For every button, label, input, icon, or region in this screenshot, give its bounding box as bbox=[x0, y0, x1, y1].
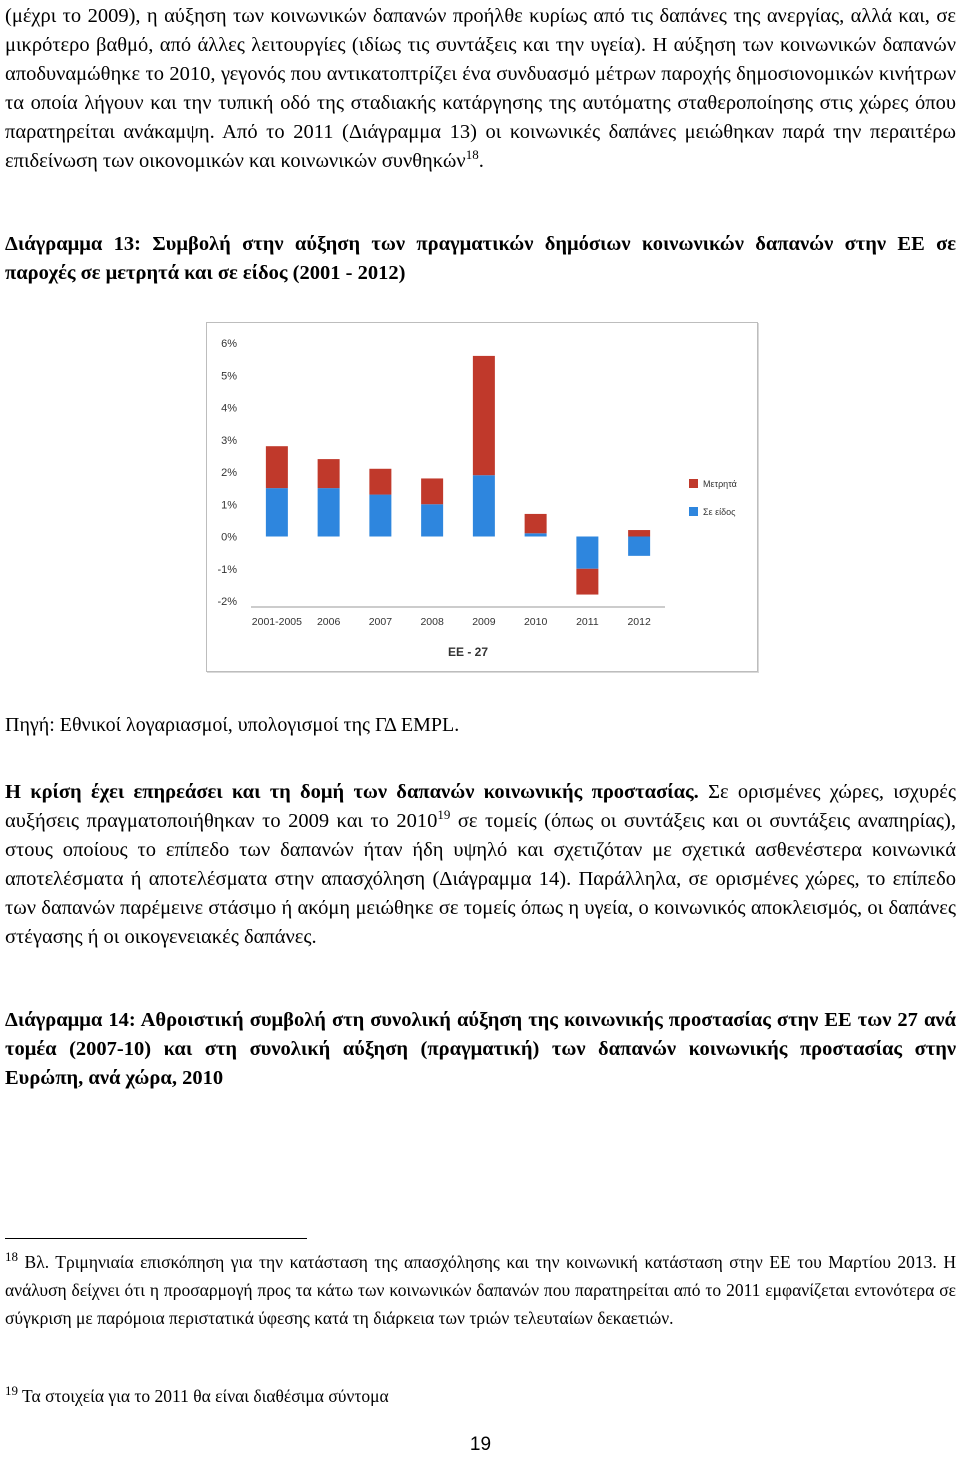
legend-swatch-cash bbox=[689, 479, 698, 488]
bar-cash bbox=[266, 446, 288, 488]
chart-svg bbox=[207, 323, 757, 671]
bar-cash bbox=[421, 478, 443, 504]
bar-in-kind bbox=[628, 537, 650, 556]
figure-14-title: Διάγραμμα 14: Αθροιστική συμβολή στη συνολική αύξηση της κοινωνικής προστασίας στην ΕΕ των 27 ανά τομέα (2007-10) και στη συνολική αύξηση (πραγματική) των δαπανών κοινωνικής προστασίας στην Ευρώπη, ανά χώρα, 2010 bbox=[5, 1009, 956, 1089]
figure-13-chart bbox=[206, 322, 758, 672]
bar-cash bbox=[628, 530, 650, 536]
paragraph-2-text-a: Σε ορισμένες χώρες, ισχυρές αυξήσεις πραγματοποιήθηκαν το 2009 και το 2010 bbox=[5, 781, 956, 832]
footnote-19-number: 19 bbox=[5, 1383, 18, 1399]
footnote-19-text: Τα στοιχεία για το 2011 θα είναι διαθέσιμα σύντομα bbox=[18, 1386, 389, 1406]
figure-13-title: Διάγραμμα 13: Συμβολή στην αύξηση των πραγματικών δημόσιων κοινωνικών δαπανών στην ΕΕ σε παροχές σε μετρητά και σε είδος (2001 - 2012) bbox=[5, 233, 956, 284]
bar-in-kind bbox=[525, 533, 547, 536]
footnote-19 bbox=[5, 1382, 956, 1410]
y-tick-label: 1% bbox=[221, 499, 237, 512]
bar-in-kind bbox=[266, 488, 288, 536]
x-tick-label: 2007 bbox=[368, 616, 393, 628]
y-tick-label: -2% bbox=[217, 596, 237, 608]
y-tick-label: -1% bbox=[217, 563, 237, 576]
bar-in-kind bbox=[576, 537, 598, 569]
footnote-18 bbox=[5, 1248, 956, 1332]
x-tick-label: 2008 bbox=[420, 616, 444, 628]
intro-paragraph-text: (μέχρι το 2009), η αύξηση των κοινωνικών δαπανών προήλθε κυρίως από τις δαπάνες της ανεργίας, αλλά και, σε μικρότερο βαθμό, από άλλες λειτουργίες (ιδίως τις συντάξεις και την υγεία). Η αύξηση των κοινωνικών δαπανών αποδυναμώθηκε το 2010, γεγονός που αντικατοπτρίζει ένα συνδυασμό μέτρων παροχής δημοσιονομικών κινήτρων τα οποία λήγουν και την τυπική οδό της σταδιακής κατάργησης της αυτόματης σταθεροποίησης στις χώρες όπου παρατηρείται ανάκαμψη. Από το 2011 (Διάγραμμα 13) οι κοινωνικές δαπάνες μειώθηκαν παρά την περαιτέρω επιδείνωση των οικονομικών και κοινωνικών συνθηκών bbox=[5, 5, 956, 172]
bar-cash bbox=[576, 569, 598, 595]
bar-in-kind bbox=[473, 475, 495, 536]
footnote-18-number: 18 bbox=[5, 1249, 18, 1265]
bar-cash bbox=[369, 469, 391, 495]
y-tick-label: 0% bbox=[221, 531, 237, 544]
y-tick-label: 6% bbox=[221, 338, 237, 350]
paragraph-2 bbox=[5, 778, 956, 952]
x-tick-label: 2010 bbox=[523, 616, 548, 628]
paragraph-2-lead: Η κρίση έχει επηρεάσει και τη δομή των δαπανών κοινωνικής προστασίας. bbox=[5, 781, 699, 803]
footnote-divider bbox=[5, 1238, 307, 1239]
y-tick-label: 3% bbox=[221, 434, 237, 447]
bar-in-kind bbox=[369, 495, 391, 537]
x-tick-label: 2006 bbox=[316, 616, 341, 628]
x-tick-label: 2009 bbox=[472, 616, 496, 628]
intro-paragraph-end: . bbox=[478, 150, 484, 172]
bar-in-kind bbox=[421, 504, 443, 536]
bar-cash bbox=[525, 514, 547, 533]
y-tick-label: 4% bbox=[221, 402, 237, 415]
y-tick-label: 2% bbox=[221, 467, 237, 479]
bar-cash bbox=[318, 459, 340, 488]
x-tick-label: 2011 bbox=[576, 616, 599, 628]
paragraph-2-text-b: σε τομείς (όπως οι συντάξεις και οι συντάξεις αναπηρίας), στους οποίους το επίπεδο των δαπανών ήταν ήδη υψηλό και σχετιζόταν με σχετικά ασθενέστερα κοινωνικά αποτελέσματα ή αποτελέσματα στην απασχόληση (Διάγραμμα 14). Παράλληλα, σε ορισμένες χώρες, το επίπεδο των δαπανών παρέμεινε στάσιμο ή ακόμη μειώθηκε σε τομείς όπως η υγεία, ο κοινωνικός αποκλεισμός, οι δαπάνες στέγασης ή οι οικογενειακές δαπάνες. bbox=[5, 810, 957, 948]
source-line: Πηγή: Εθνικοί λογαριασμοί, υπολογισμοί της ΓΔ EMPL. bbox=[5, 714, 460, 736]
bar-cash bbox=[473, 356, 495, 475]
legend-label-cash: Μετρητά bbox=[703, 479, 737, 489]
x-tick-label: 2012 bbox=[627, 616, 651, 628]
legend-swatch-in-kind bbox=[689, 507, 698, 516]
page-number: 19 bbox=[469, 1434, 492, 1455]
footnote-ref-19[interactable]: 19 bbox=[437, 807, 451, 823]
intro-paragraph bbox=[5, 2, 956, 176]
x-tick-label: 2001-2005 bbox=[251, 616, 302, 628]
footnote-ref-18[interactable]: 18 bbox=[465, 147, 479, 163]
x-axis-label: EE - 27 bbox=[447, 645, 489, 659]
bar-in-kind bbox=[318, 488, 340, 536]
y-tick-label: 5% bbox=[221, 370, 237, 383]
legend-label-in-kind: Σε είδος bbox=[703, 507, 736, 517]
footnote-18-text: Βλ. Τριμηνιαία επισκόπηση για την κατάσταση της απασχόλησης και την κοινωνική κατάσταση στην ΕΕ του Μαρτίου 2013. Η ανάλυση δείχνει ότι η προσαρμογή προς τα κάτω των κοινωνικών δαπανών που παρατηρείται από το 2011 εμφανίζεται εντονότερα σε σύγκριση με παρόμοια περιστατικά ύφεσης κατά τη διάρκεια των τριών τελευταίων δεκαετιών. bbox=[5, 1252, 956, 1328]
